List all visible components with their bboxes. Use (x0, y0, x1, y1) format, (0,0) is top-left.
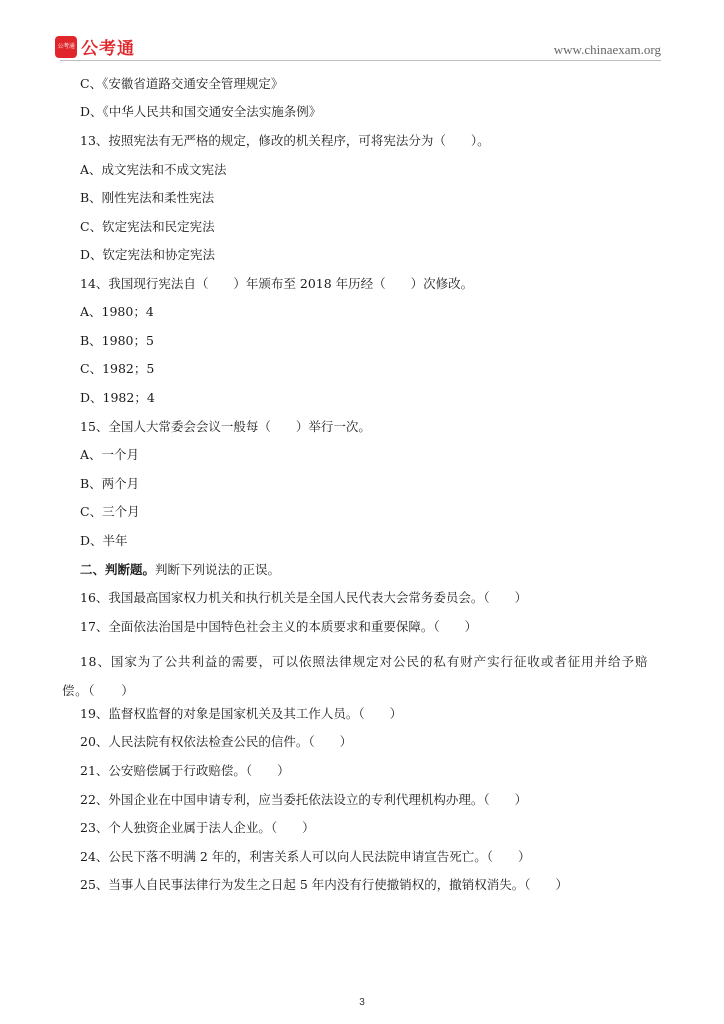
judgment-line: 19、监督权监督的对象是国家机关及其工作人员。（ ） (80, 706, 403, 721)
logo (55, 34, 135, 59)
option-line: D、《中华人民共和国交通安全法实施条例》 (80, 104, 322, 119)
judgment-line: 22、外国企业在中国申请专利，应当委托依法设立的专利代理机构办理。（ ） (80, 792, 528, 807)
option-line: D、半年 (80, 533, 128, 548)
question-line: 14、我国现行宪法自（ ）年颁布至 2018 年历经（ ）次修改。 (80, 276, 474, 291)
judgment-line: 25、当事人自民事法律行为发生之日起 5 年内没有行使撤销权的，撤销权消失。（ ） (80, 877, 569, 892)
judgment-line: 17、全面依法治国是中国特色社会主义的本质要求和重要保障。（ ） (80, 619, 478, 634)
judgment-line: 20、人民法院有权依法检查公民的信件。（ ） (80, 734, 353, 749)
question-line: 13、按照宪法有无严格的规定，修改的机关程序，可将宪法分为（ ）。 (80, 133, 490, 148)
section-title: 二、判断题。 (80, 562, 156, 577)
header-divider (60, 60, 661, 61)
option-line: C、《安徽省道路交通安全管理规定》 (80, 76, 284, 91)
option-line: C、钦定宪法和民定宪法 (80, 219, 215, 234)
section-instruction: 判断下列说法的正误。 (155, 562, 281, 577)
option-line: D、1982；4 (80, 390, 155, 405)
logo-text: 公考通 (81, 39, 135, 59)
site-url: www.chinaexam.org (553, 42, 661, 57)
option-line: B、两个月 (80, 476, 140, 491)
option-line: B、刚性宪法和柔性宪法 (80, 190, 215, 205)
judgment-line: 24、公民下落不明满 2 年的，利害关系人可以向人民法院申请宣告死亡。（ ） (80, 849, 531, 864)
option-line: A、成文宪法和不成文宪法 (80, 162, 227, 177)
question-line: 15、全国人大常委会会议一般每（ ）举行一次。 (80, 419, 371, 434)
judgment-line: 21、公安赔偿属于行政赔偿。（ ） (80, 763, 290, 778)
option-line: B、1980；5 (80, 333, 154, 348)
judgment-line: 23、个人独资企业属于法人企业。（ ） (80, 820, 315, 835)
option-line: A、1980；4 (80, 304, 154, 319)
section-heading (80, 562, 280, 578)
page-number: 3 (359, 997, 365, 1008)
option-line: C、1982；5 (80, 361, 155, 376)
logo-mark-icon: 公考通 (55, 36, 77, 58)
option-line: C、三个月 (80, 504, 140, 519)
option-line: D、钦定宪法和协定宪法 (80, 247, 216, 262)
option-line: A、一个月 (80, 447, 140, 462)
judgment-line: 18、国家为了公共利益的需要，可以依照法律规定对公民的私有财产实行征收或者征用并给予赔偿。（ ） (62, 654, 648, 698)
judgment-line: 16、我国最高国家权力机关和执行机关是全国人民代表大会常务委员会。（ ） (80, 590, 528, 605)
page-header (0, 0, 724, 62)
